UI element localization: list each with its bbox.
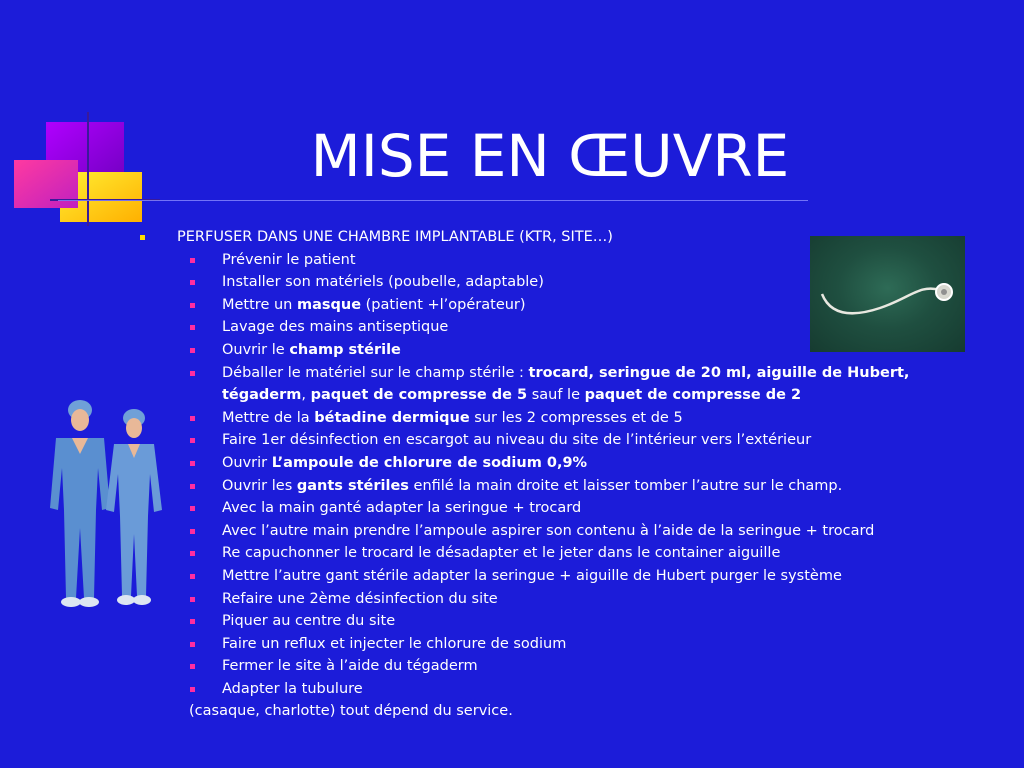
text: Installer son matériels (poubelle, adaptable)	[222, 274, 544, 291]
list-item	[140, 475, 960, 498]
list-item	[140, 678, 960, 701]
list-item-text	[222, 249, 942, 272]
list-item	[140, 565, 960, 588]
list-item-text	[222, 294, 942, 317]
list-item-text	[222, 362, 942, 407]
bold-text: paquet de compresse de 2	[584, 387, 802, 404]
text: Mettre un	[222, 296, 297, 313]
list-item-text	[222, 542, 942, 565]
text: sur les 2 compresses et de 5	[469, 409, 683, 426]
list-item-text	[222, 565, 942, 588]
bold-text: masque	[296, 296, 362, 313]
square-bullet-icon	[190, 551, 195, 556]
list-item	[140, 316, 960, 339]
list-item-text	[222, 429, 942, 452]
list-item	[140, 452, 960, 475]
text: Déballer le matériel sur le champ stérile :	[222, 364, 529, 381]
square-bullet-icon	[190, 416, 195, 421]
square-bullet-icon	[190, 258, 195, 263]
text: Piquer au centre du site	[222, 613, 396, 630]
list-item	[140, 294, 960, 317]
decorative-squares	[0, 0, 200, 240]
list-item	[140, 362, 960, 407]
square-bullet-icon	[190, 371, 195, 376]
square-bullet-icon	[190, 280, 195, 285]
list-item	[140, 429, 960, 452]
list-item-text	[222, 678, 942, 701]
list-item-text	[222, 407, 942, 430]
text: ,	[301, 387, 311, 404]
main-bullet-item	[140, 226, 960, 249]
list-item-text	[222, 633, 942, 656]
list-item	[140, 655, 960, 678]
list-item	[140, 249, 960, 272]
list-item	[140, 407, 960, 430]
main-item-text: PERFUSER DANS UNE CHAMBRE IMPLANTABLE (KTR, SITE…)	[177, 229, 613, 245]
square-bullet-icon	[140, 235, 145, 240]
slide-title: MISE EN ŒUVRE	[310, 122, 790, 190]
square-bullet-icon	[190, 506, 195, 511]
list-item	[140, 520, 960, 543]
text: Lavage des mains antiseptique	[222, 319, 449, 336]
list-item-text	[222, 271, 942, 294]
text: Fermer le site à l’aide du tégaderm	[222, 658, 478, 675]
square-bullet-icon	[190, 438, 195, 443]
bold-text: champ stérile	[289, 341, 401, 358]
text: Prévenir le patient	[222, 251, 356, 268]
text: Refaire une 2ème désinfection du site	[222, 590, 498, 607]
text: Faire 1er désinfection en escargot au niveau du site de l’intérieur vers l’extérieur	[222, 432, 812, 449]
square-bullet-icon	[190, 642, 195, 647]
text: enfilé la main droite et laisser tomber l’autre sur le champ.	[408, 477, 843, 494]
bold-text: paquet de compresse de 5	[310, 387, 528, 404]
text: Ouvrir les	[222, 477, 297, 494]
bold-text: gants stériles	[296, 477, 409, 494]
square-bullet-icon	[190, 619, 195, 624]
square-bullet-icon	[190, 484, 195, 489]
text: sauf le	[527, 387, 585, 404]
text: Ouvrir	[222, 454, 272, 471]
square-bullet-icon	[190, 303, 195, 308]
square-bullet-icon	[190, 529, 195, 534]
bold-text: trocard, seringue de 20 ml, aiguille de Hubert, tégaderm	[222, 364, 910, 404]
bold-text: bétadine dermique	[314, 409, 470, 426]
text: Re capuchonner le trocard le désadapter et le jeter dans le container aiguille	[222, 545, 781, 562]
list-item	[140, 542, 960, 565]
list-item-text	[222, 497, 942, 520]
square-bullet-icon	[190, 574, 195, 579]
footnote: (casaque, charlotte) tout dépend du service.	[189, 703, 513, 720]
list-item	[140, 497, 960, 520]
list-item	[140, 271, 960, 294]
text: Adapter la tubulure	[222, 680, 363, 697]
text: Faire un reflux et injecter le chlorure de sodium	[222, 635, 567, 652]
text: Ouvrir le	[222, 341, 290, 358]
list-item	[140, 633, 960, 656]
list-item-text	[222, 339, 942, 362]
square-bullet-icon	[190, 325, 195, 330]
text: (patient +l’opérateur)	[361, 296, 526, 313]
text: Mettre l’autre gant stérile adapter la seringue + aiguille de Hubert purger le système	[222, 567, 842, 584]
list-item-text	[222, 452, 942, 475]
list-item	[140, 610, 960, 633]
list-item-text	[222, 610, 942, 633]
slide-content	[140, 226, 960, 723]
list-item-text	[222, 655, 942, 678]
square-bullet-icon	[190, 597, 195, 602]
square-bullet-icon	[190, 664, 195, 669]
square-bullet-icon	[190, 348, 195, 353]
list-item	[140, 339, 960, 362]
list-item-text	[222, 475, 942, 498]
list-item-text	[222, 588, 942, 611]
list-item-text	[222, 520, 942, 543]
list-item	[140, 588, 960, 611]
steps-list	[140, 249, 960, 701]
text: Mettre de la	[222, 409, 315, 426]
title-divider	[58, 200, 808, 201]
text: Avec la main ganté adapter la seringue + trocard	[222, 500, 582, 517]
list-item-text	[222, 316, 942, 339]
square-bullet-icon	[190, 687, 195, 692]
text: Avec l’autre main prendre l’ampoule aspirer son contenu à l’aide de la seringue + trocard	[222, 522, 875, 539]
square-bullet-icon	[190, 461, 195, 466]
bold-text: L’ampoule de chlorure de sodium 0,9%	[271, 454, 588, 471]
